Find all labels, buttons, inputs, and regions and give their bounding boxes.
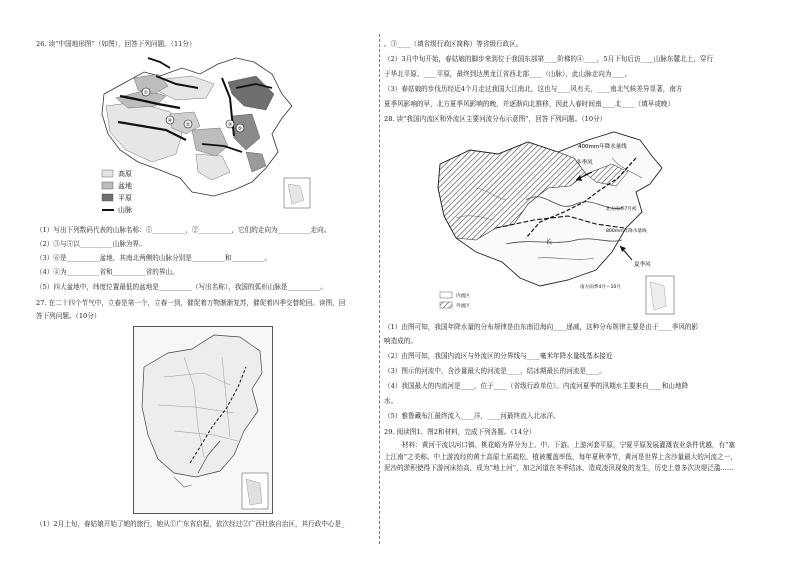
q28-line-4: （3）图示的河流中，含沙量最大的河流是____，结冰期最长的河流是____。	[384, 367, 606, 375]
q27-line-1: 27. 在二十四个节气中，立春是第一个，立春一到，催促着万物渐渐复苏，催促着四季交替轮回。读图，回	[36, 299, 346, 307]
q26-title: 26. 读“中国地形图”（如图），回答下列问题。（11分）	[36, 40, 196, 48]
legend-plain: 平原	[118, 194, 132, 202]
china-terrain-map	[96, 54, 314, 220]
map1-marker-5: ⑤	[237, 126, 243, 132]
label-north-rainy-season: 北方雨季7月初	[606, 207, 637, 212]
q27-line-2: 答下列问题。（10分）	[36, 312, 101, 320]
q28-line-1: （1）由图可知，我国年降水量的分布规律是由东南沿海向____递减，这种分布规律主要是由于____季风的影	[384, 323, 699, 331]
q28-line-5: （4）我国最大的内流河是____，位于____（省级行政单位）。内流河夏季的汛期水主要来自____和山地降	[384, 382, 689, 390]
q28-line-3: （2）由图可知，我国内流区与外流区的分界线与____毫米年降水量线基本接近	[384, 352, 613, 360]
q26-line-5: （5）四大盆地中，纬度位置最低的盆地是__________（写出名称），我国的弧形山脉是__________。	[36, 283, 328, 291]
label-800mm-line: 800mm年降水量线	[606, 229, 647, 234]
label-400mm-line: 400mm年降水量线	[578, 144, 627, 150]
q26-line-4: （4）④为__________省和__________省的界山。	[36, 268, 179, 276]
q26-line-2: （2）③与⑤以__________山脉为界。	[36, 240, 146, 248]
legend-basin: 盆地	[118, 182, 132, 190]
map1-marker-4: ④	[167, 118, 173, 124]
spring-route-map	[133, 326, 273, 514]
q28-line-7: （5）雅鲁藏布江最终流入____洋，____河最终流入北冰洋。	[384, 412, 560, 420]
legend-inland-drainage: 内流区	[456, 294, 470, 299]
column-divider	[379, 34, 380, 544]
q29-material: 材料：黄河干流以河口镇、桃花峪为界分为上、中、下游。上游河套平原，宁夏平原发展灌溉农业条件优越，有“塞上江南”之美称。中上游流经的黄土高原土质疏松，植被覆盖率低，每年夏秋季节，黄河是世界上含沙量最大的河流之一，泥沙的淤积使得下游河床抬高，成为“地上河”，加之河道在冬季结冰，造成凌汛现象的发生，历史上曾多次决堤泛滥……	[384, 441, 737, 473]
q27-sub3-line-1: （3）春姑娘的步伐历经近4个月走过我国大江南北，这也与____风有关，____南北气候差异显著，南方	[384, 85, 683, 93]
map1-marker-3: ③	[227, 122, 233, 128]
legend-plateau: 高原	[118, 170, 132, 178]
q27-sub1: （1）2月上旬，春姑娘开始了她的旅行，她从①广东省启程，依次经过②广西壮族自治区，其行政中心是_	[36, 520, 345, 528]
q27-continued: 。③____（填省级行政区简称）等省级行政区。	[384, 40, 523, 48]
map1-marker-2: ②	[185, 122, 191, 128]
label-summer-monsoon: 夏季风	[634, 262, 651, 268]
label-chang-river: 长	[546, 239, 553, 246]
map1-marker-1: ①	[143, 90, 149, 96]
q27-sub2-line-1: （2）3月中旬开始，春姑娘的脚步来到位于我国东部第____阶梯的④____，5月下旬后访____山脉东麓北上，穿行	[384, 55, 714, 63]
q26-line-1: （1）写出下列数码代表的山脉名称：①__________，②__________，它们的走向为__________走向。	[36, 226, 331, 234]
q28-line-2: 响造成的。	[384, 337, 417, 345]
right-column	[384, 0, 800, 566]
q26-line-3: （3）⑥是__________盆地，其南北两侧的山脉分别是__________和__________。	[36, 254, 271, 262]
legend-outflow-drainage: 外流区	[456, 304, 470, 309]
label-winter-monsoon: 冬季风	[576, 160, 593, 166]
left-column	[0, 0, 378, 566]
legend-mountain: 山脉	[118, 206, 132, 214]
q27-sub2-line-2: 于华北平原、____平原，最终到达黑龙江省西北部____（山脉），此山脉走向为____。	[384, 70, 632, 78]
q29-title: 29. 阅读图1、图2和材料，完成下列各题。（14分）	[384, 428, 536, 436]
q28-title: 28. 读“我国内流区和外流区主要河流分布示意图”，回答下列问题。（10分）	[384, 115, 607, 123]
river-distribution-map	[436, 128, 676, 316]
map1-legend	[102, 169, 132, 214]
q28-line-6: 水。	[384, 397, 398, 405]
q27-sub3-line-2: 夏季风影响的早，北方夏季风影响的晚，并逐渐向北推移，因此入春时间南____北____（填早或晚）	[384, 100, 675, 108]
label-south-rainy-season: 南方雨季4月—10月	[580, 285, 621, 290]
